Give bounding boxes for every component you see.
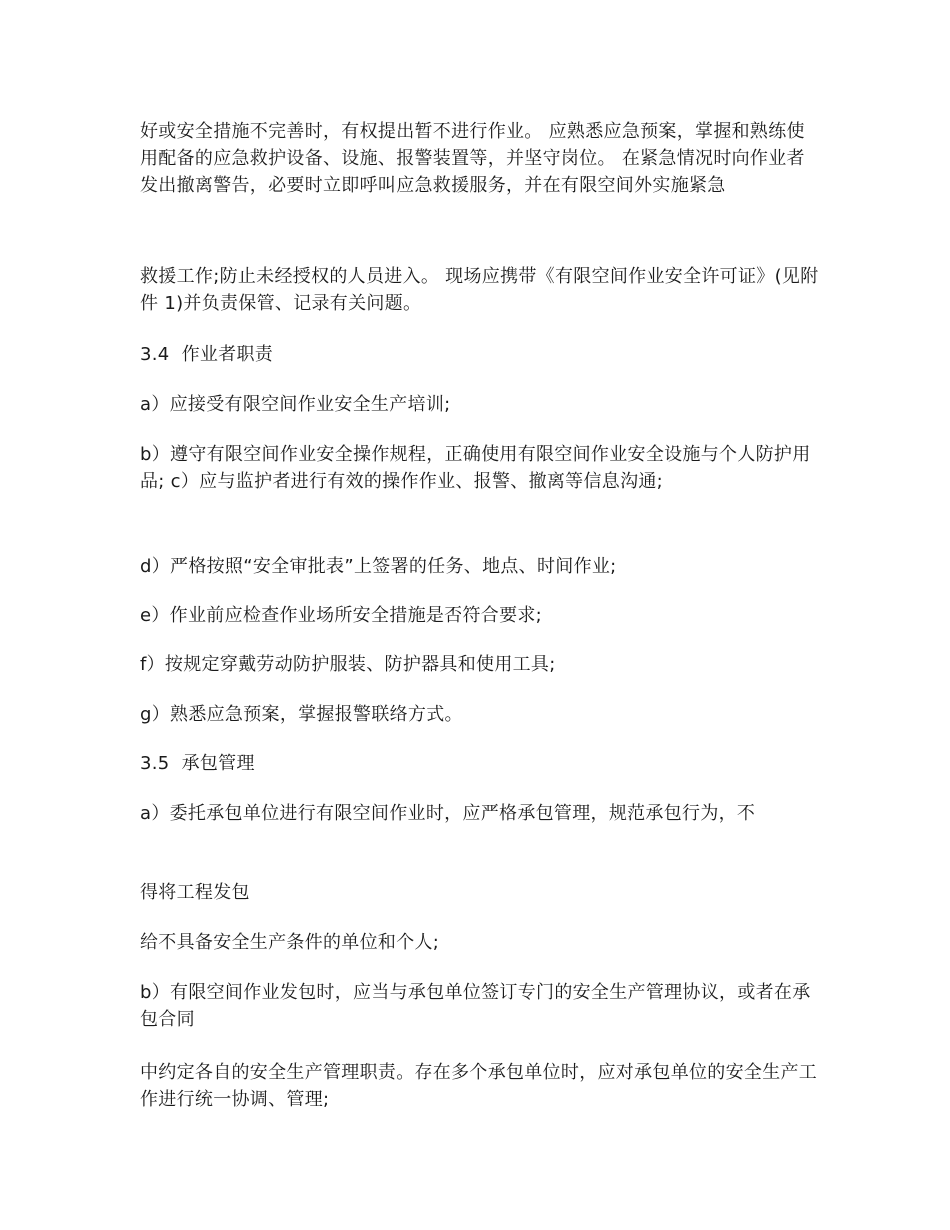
section-heading-3-4: 3.4 作业者职责 (140, 344, 274, 365)
list-item-a: a）应接受有限空间作业安全生产培训; (140, 394, 451, 415)
list-item-f: f）按规定穿戴劳动防护服装、防护器具和使用工具; (140, 654, 556, 675)
list-item-d: d）严格按照“安全审批表”上签署的任务、地点、时间作业; (140, 556, 617, 577)
contract-item-a-continued-2: 给不具备安全生产条件的单位和个人; (140, 932, 440, 953)
section-heading-3-5: 3.5 承包管理 (140, 753, 255, 774)
list-item-b-c: b）遵守有限空间作业安全操作规程，正确使用有限空间作业安全设施与个人防护用品; c）应与监护者进行有效的操作作业、报警、撤离等信息沟通; (140, 444, 811, 492)
list-item-g: g）熟悉应急预案，掌握报警联络方式。 (140, 704, 463, 725)
list-item-e: e）作业前应检查作业场所安全措施是否符合要求; (140, 605, 543, 626)
contract-item-a-continued-1: 得将工程发包 (140, 882, 250, 903)
paragraph-rescue-work: 救援工作;防止未经授权的人员进入。 现场应携带《有限空间作业安全许可证》(见附件 1)并负责保管、记录有关问题。 (140, 266, 819, 314)
paragraph-supervisor-duties-continued: 好或安全措施不完善时，有权提出暂不进行作业。 应熟悉应急预案，掌握和熟练使用配备的应急救护设备、设施、报警装置等，并坚守岗位。 在紧急情况时向作业者发出撤离警告，必要时立即呼叫应急救援服务，并在有限空间外实施紧急 (140, 121, 805, 196)
contract-item-b: b）有限空间作业发包时，应当与承包单位签订专门的安全生产管理协议，或者在承包合同 (140, 982, 811, 1030)
contract-item-a: a）委托承包单位进行有限空间作业时，应严格承包管理，规范承包行为，不 (140, 803, 756, 824)
contract-item-b-continued: 中约定各自的安全生产管理职责。存在多个承包单位时，应对承包单位的安全生产工作进行统一协调、管理; (140, 1062, 818, 1110)
